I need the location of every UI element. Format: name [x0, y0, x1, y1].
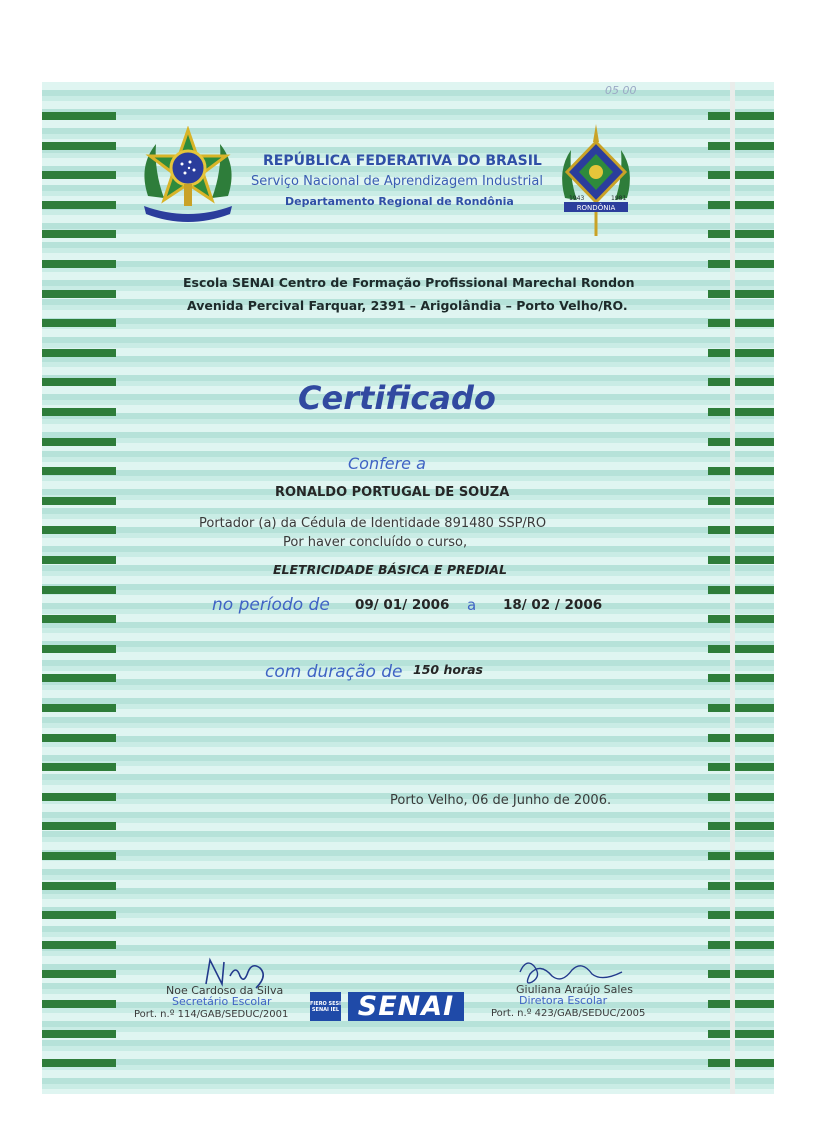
left-stripe [42, 704, 116, 712]
right-stripe [708, 467, 774, 475]
left-stripe [42, 882, 116, 890]
left-stripe-column [42, 82, 116, 1094]
right-stripe [708, 763, 774, 771]
duration-value: 150 horas [413, 662, 483, 677]
right-stripe [708, 674, 774, 682]
left-stripe [42, 142, 116, 150]
rondonia-year-left: 1943 [569, 195, 585, 202]
senai-logo-group [310, 992, 464, 1021]
left-stripe [42, 408, 116, 416]
left-stripe [42, 201, 116, 209]
right-stripe [708, 556, 774, 564]
right-stripe [708, 586, 774, 594]
left-stripe [42, 290, 116, 298]
header-country: REPÚBLICA FEDERATIVA DO BRASIL [263, 153, 542, 169]
right-stripe [708, 645, 774, 653]
right-stripe [708, 112, 774, 120]
certificate-sheet [42, 82, 774, 1094]
senai-logo: SENAI [348, 992, 464, 1021]
right-stripe [708, 1030, 774, 1038]
page-number-mark: 05 00 [605, 84, 637, 97]
left-stripe [42, 1000, 116, 1008]
right-stripe [708, 615, 774, 623]
period-joiner: a [467, 596, 477, 614]
left-stripe [42, 645, 116, 653]
left-stripe [42, 171, 116, 179]
left-stripe [42, 438, 116, 446]
brazil-coat-of-arms-icon [134, 126, 242, 234]
signature-portaria-left: Port. n.º 114/GAB/SEDUC/2001 [134, 1009, 289, 1020]
fiero-logo: FIERO SESI SENAI IEL [310, 992, 341, 1021]
right-stripe-column [700, 82, 774, 1094]
header-service: Serviço Nacional de Aprendizagem Industrial [251, 174, 543, 189]
right-stripe [708, 882, 774, 890]
right-stripe [708, 497, 774, 505]
left-stripe [42, 1030, 116, 1038]
rondonia-year-right: 1981 [611, 195, 627, 202]
right-stripe [708, 1000, 774, 1008]
signature-role-left: Secretário Escolar [172, 995, 272, 1008]
period-start: 09/ 01/ 2006 [355, 597, 450, 613]
right-stripe [708, 852, 774, 860]
left-stripe [42, 941, 116, 949]
left-stripe [42, 260, 116, 268]
confer-label: Confere a [348, 454, 426, 473]
course-name: ELETRICIDADE BÁSICA E PREDIAL [273, 562, 507, 577]
duration-label: com duração de [265, 662, 403, 682]
right-stripe [708, 378, 774, 386]
rondonia-seal-icon [555, 120, 637, 240]
left-stripe [42, 793, 116, 801]
left-stripe [42, 497, 116, 505]
right-stripe [708, 1059, 774, 1067]
certificate-title: Certificado [298, 379, 496, 417]
left-stripe [42, 615, 116, 623]
left-stripe [42, 556, 116, 564]
right-stripe [708, 142, 774, 150]
right-stripe [708, 349, 774, 357]
right-stripe [708, 201, 774, 209]
sheet-right-edge [730, 82, 735, 1094]
right-stripe [708, 911, 774, 919]
signature-role-right: Diretora Escolar [519, 994, 608, 1007]
right-stripe [708, 970, 774, 978]
recipient-name: RONALDO PORTUGAL DE SOUZA [275, 485, 510, 500]
left-stripe [42, 852, 116, 860]
right-stripe [708, 319, 774, 327]
place-date: Porto Velho, 06 de Junho de 2006. [390, 793, 612, 808]
right-stripe [708, 438, 774, 446]
left-stripe [42, 349, 116, 357]
right-stripe [708, 290, 774, 298]
right-stripe [708, 793, 774, 801]
left-stripe [42, 1059, 116, 1067]
signature-name-right: Giuliana Araújo Sales [516, 983, 633, 996]
right-stripe [708, 941, 774, 949]
left-stripe [42, 822, 116, 830]
left-stripe [42, 378, 116, 386]
period-label: no período de [212, 595, 330, 615]
rondonia-seal-label: RONDÔNIA [576, 204, 616, 212]
right-stripe [708, 260, 774, 268]
left-stripe [42, 230, 116, 238]
left-stripe [42, 586, 116, 594]
left-stripe [42, 911, 116, 919]
left-stripe [42, 112, 116, 120]
right-stripe [708, 526, 774, 534]
left-stripe [42, 970, 116, 978]
right-stripe [708, 408, 774, 416]
period-end: 18/ 02 / 2006 [503, 597, 603, 613]
school-address: Avenida Percival Farquar, 2391 – Arigolândia – Porto Velho/RO. [187, 298, 628, 313]
signature-name-left: Noe Cardoso da Silva [166, 984, 284, 997]
signature-portaria-right: Port. n.º 423/GAB/SEDUC/2005 [491, 1008, 646, 1019]
header-department: Departamento Regional de Rondônia [285, 195, 514, 208]
left-stripe [42, 674, 116, 682]
right-stripe [708, 822, 774, 830]
left-stripe [42, 763, 116, 771]
right-stripe [708, 704, 774, 712]
identity-line: Portador (a) da Cédula de Identidade 891480 SSP/RO [199, 516, 547, 531]
left-stripe [42, 526, 116, 534]
right-stripe [708, 230, 774, 238]
right-stripe [708, 171, 774, 179]
left-stripe [42, 319, 116, 327]
left-stripe [42, 734, 116, 742]
right-stripe [708, 734, 774, 742]
school-name: Escola SENAI Centro de Formação Profissional Marechal Rondon [183, 275, 635, 290]
reason-line: Por haver concluído o curso, [283, 535, 468, 550]
left-stripe [42, 467, 116, 475]
